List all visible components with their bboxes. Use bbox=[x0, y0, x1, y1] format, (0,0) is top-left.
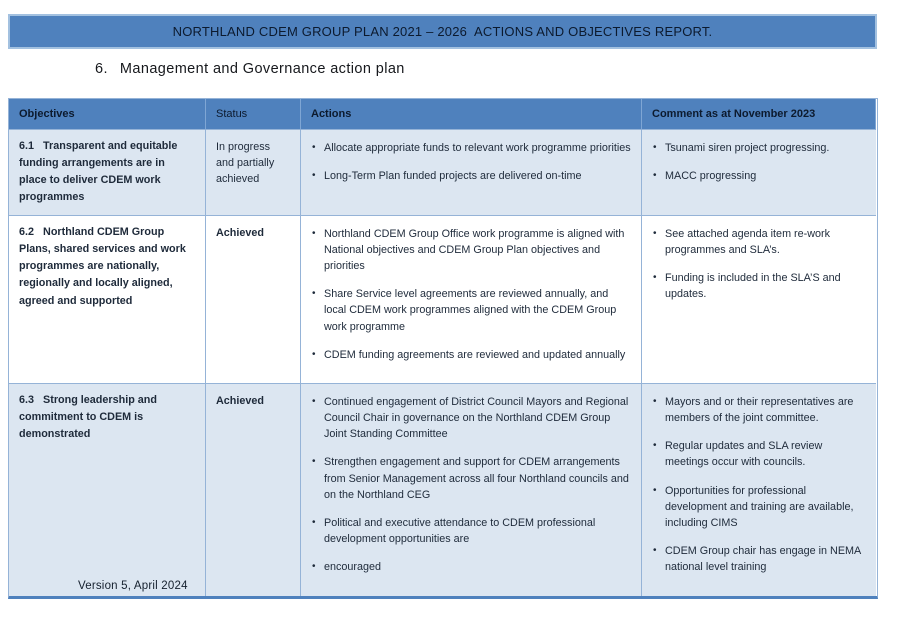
section-number: 6. bbox=[95, 61, 108, 77]
status-cell: Achieved bbox=[206, 216, 301, 384]
comment-cell bbox=[642, 384, 876, 596]
actions-cell bbox=[301, 130, 642, 216]
action-item: • Political and executive attendance to CDEM professional development opportunities are bbox=[311, 515, 631, 547]
comment-item: • Mayors and or their representatives are members of the joint committee. bbox=[652, 394, 866, 426]
actions-list bbox=[311, 394, 631, 576]
section-heading bbox=[95, 61, 405, 77]
objective-text: Transparent and equitable funding arrangements are in place to deliver CDEM work programmes bbox=[19, 139, 178, 204]
objective-text: Strong leadership and commitment to CDEM is demonstrated bbox=[19, 393, 157, 441]
column-header-comment: Comment as at November 2023 bbox=[642, 99, 876, 130]
comments-list bbox=[652, 394, 866, 576]
comment-item: • See attached agenda item re-work programmes and SLA’s. bbox=[652, 226, 866, 258]
objective-number: 6.3 bbox=[19, 393, 35, 406]
version-footer: Version 5, April 2024 bbox=[78, 580, 188, 592]
status-cell: In progress and partially achieved bbox=[206, 130, 301, 216]
actions-list bbox=[311, 226, 631, 363]
action-item: • CDEM funding agreements are reviewed and updated annually bbox=[311, 347, 631, 363]
action-item: • Northland CDEM Group Office work programme is aligned with National objectives and CDEM Group Plan objectives and priorities bbox=[311, 226, 631, 275]
comments-list bbox=[652, 226, 866, 303]
objective-cell bbox=[9, 384, 206, 596]
comment-item: • Opportunities for professional development and training are available, including CIMS bbox=[652, 483, 866, 532]
section-title: Management and Governance action plan bbox=[119, 61, 405, 77]
comment-cell bbox=[642, 216, 876, 384]
comment-item: • Tsunami siren project progressing. bbox=[652, 140, 866, 156]
table-row-6-1 bbox=[9, 130, 877, 216]
actions-cell bbox=[301, 216, 642, 384]
table-header-row bbox=[9, 99, 877, 130]
comments-list bbox=[652, 140, 866, 184]
comment-cell bbox=[642, 130, 876, 216]
objective-cell bbox=[9, 130, 206, 216]
objective-cell bbox=[9, 216, 206, 384]
action-item: • encouraged bbox=[311, 559, 631, 575]
objective-number: 6.1 bbox=[19, 139, 35, 152]
objective-number: 6.2 bbox=[19, 225, 35, 238]
actions-list bbox=[311, 140, 631, 184]
table-row-6-2 bbox=[9, 216, 877, 384]
status-cell: Achieved bbox=[206, 384, 301, 596]
table-row-6-3 bbox=[9, 384, 877, 596]
action-item: • Strengthen engagement and support for CDEM arrangements from Senior Management across all four Northland councils and on the Northland CEG bbox=[311, 454, 631, 503]
report-title: NORTHLAND CDEM GROUP PLAN 2021 – 2026 ACTIONS AND OBJECTIVES REPORT. bbox=[172, 24, 713, 39]
column-header-status: Status bbox=[206, 99, 301, 130]
comment-item: • CDEM Group chair has engage in NEMA national level training bbox=[652, 543, 866, 575]
objective-text: Northland CDEM Group Plans, shared services and work programmes are nationally, regionally and locally aligned, agreed and supported bbox=[19, 225, 186, 307]
comment-item: • Regular updates and SLA review meetings occur with councils. bbox=[652, 438, 866, 470]
action-plan-table bbox=[8, 98, 878, 599]
column-header-actions: Actions bbox=[301, 99, 642, 130]
action-item: • Allocate appropriate funds to relevant work programme priorities bbox=[311, 140, 631, 156]
report-title-banner bbox=[8, 14, 877, 49]
action-item: • Continued engagement of District Council Mayors and Regional Council Chair in governance on the Northland CDEM Group Joint Standing Committee bbox=[311, 394, 631, 443]
comment-item: • MACC progressing bbox=[652, 168, 866, 184]
comment-item: • Funding is included in the SLA’S and updates. bbox=[652, 270, 866, 302]
action-item: • Long-Term Plan funded projects are delivered on-time bbox=[311, 168, 631, 184]
column-header-objectives: Objectives bbox=[9, 99, 206, 130]
actions-cell bbox=[301, 384, 642, 596]
action-item: • Share Service level agreements are reviewed annually, and local CDEM work programmes aligned with the CDEM Group work programme bbox=[311, 286, 631, 335]
